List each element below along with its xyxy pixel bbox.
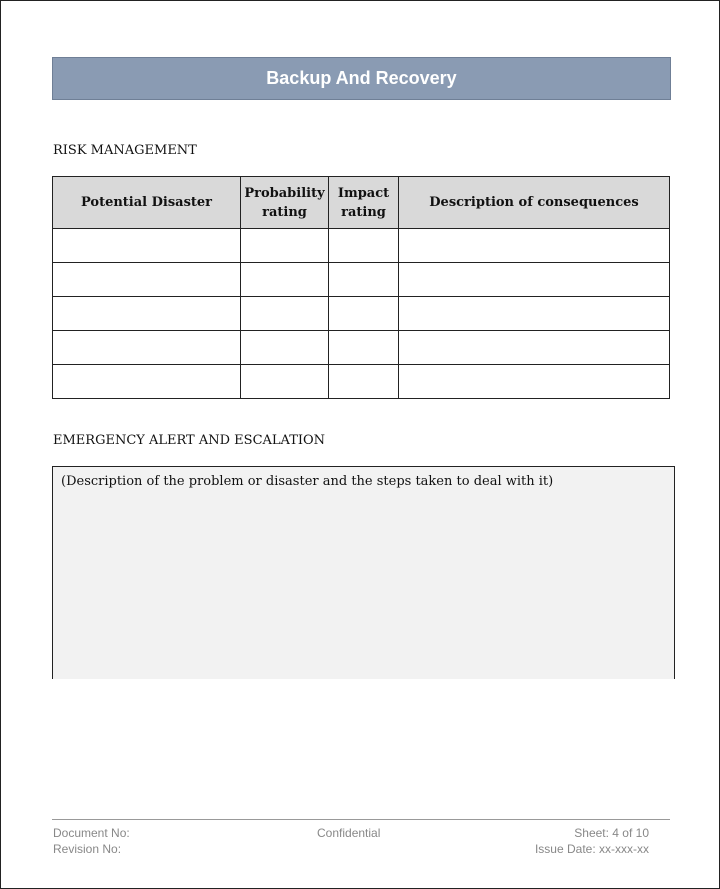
table-cell[interactable] xyxy=(329,331,399,365)
footer-sheet-number: Sheet: 4 of 10 xyxy=(574,826,649,840)
table-row xyxy=(53,365,670,399)
table-row xyxy=(53,263,670,297)
table-cell[interactable] xyxy=(241,365,329,399)
title-banner xyxy=(52,57,671,100)
column-header-potential-disaster: Potential Disaster xyxy=(53,177,241,229)
table-cell[interactable] xyxy=(241,297,329,331)
risk-management-table xyxy=(52,176,670,399)
risk-management-label: RISK MANAGEMENT xyxy=(53,143,197,158)
emergency-description-box[interactable] xyxy=(52,466,675,679)
footer-issue-date: Issue Date: xx-xxx-xx xyxy=(534,842,649,856)
table-cell[interactable] xyxy=(241,263,329,297)
table-row xyxy=(53,297,670,331)
table-cell[interactable] xyxy=(329,263,399,297)
footer-revision-no: Revision No: xyxy=(53,842,122,856)
footer-document-no: Document No: xyxy=(53,826,130,840)
table-cell[interactable] xyxy=(53,263,241,297)
table-header-row xyxy=(53,177,670,229)
table-cell[interactable] xyxy=(399,297,670,331)
table-cell[interactable] xyxy=(329,297,399,331)
emergency-alert-label: EMERGENCY ALERT AND ESCALATION xyxy=(53,433,326,448)
footer-divider xyxy=(52,819,670,820)
column-header-probability-rating: Probability rating xyxy=(241,177,329,229)
table-cell[interactable] xyxy=(241,229,329,263)
footer-confidential: Confidential xyxy=(317,826,381,840)
table-cell[interactable] xyxy=(53,229,241,263)
table-cell[interactable] xyxy=(53,297,241,331)
table-cell[interactable] xyxy=(53,331,241,365)
table-row xyxy=(53,229,670,263)
table-cell[interactable] xyxy=(241,331,329,365)
page-title: Backup And Recovery xyxy=(266,68,457,88)
table-cell[interactable] xyxy=(329,229,399,263)
table-cell[interactable] xyxy=(399,263,670,297)
emergency-placeholder-text: (Description of the problem or disaster and the steps taken to deal with it) xyxy=(61,474,554,489)
table-cell[interactable] xyxy=(399,365,670,399)
table-cell[interactable] xyxy=(399,331,670,365)
column-header-description-of-consequences: Description of consequences xyxy=(399,177,670,229)
column-header-impact-rating: Impact rating xyxy=(329,177,399,229)
table-cell[interactable] xyxy=(399,229,670,263)
table-cell[interactable] xyxy=(53,365,241,399)
table-row xyxy=(53,331,670,365)
table-cell[interactable] xyxy=(329,365,399,399)
